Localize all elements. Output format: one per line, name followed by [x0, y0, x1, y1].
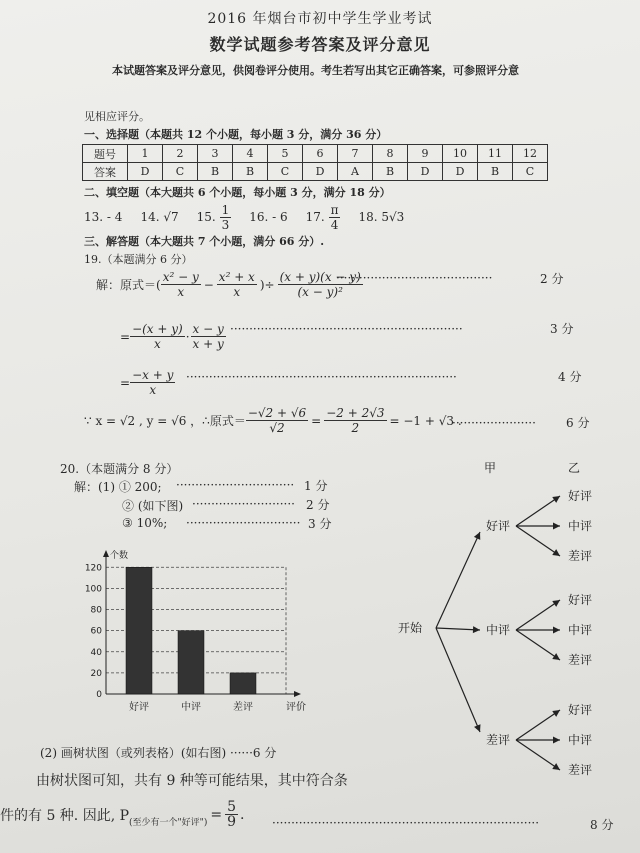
bar-chart — [70, 548, 310, 718]
tree-node-l2: 差评 — [567, 549, 593, 563]
q19-leader-4: ······················ — [452, 416, 536, 430]
table-cell: C — [268, 163, 303, 181]
x-axis-arrow — [294, 691, 301, 697]
tree-start-node: 开始 — [397, 621, 423, 635]
tree-node-l2: 中评 — [567, 733, 593, 747]
blank-14: 14. √7 — [140, 210, 179, 224]
y-tick-label: 120 — [84, 563, 102, 574]
table-cell: 6 — [303, 145, 338, 163]
y-tick-label: 40 — [90, 647, 102, 658]
q19-score-3: 4 分 — [558, 370, 582, 384]
y-tick-label: 80 — [90, 605, 102, 616]
q19-score-2: 3 分 — [550, 322, 574, 336]
blank-17: 17. $\frac{\pi}{4}$ — [305, 202, 339, 232]
q20-part6-sub: (至少有一个"好评") — [129, 818, 208, 828]
tree-branch-l2-head — [553, 523, 560, 530]
tree-node-l2: 差评 — [567, 763, 593, 777]
bar-3 — [230, 673, 256, 694]
q19-leader-3: ······································································· — [186, 370, 457, 384]
table-cell: 11 — [478, 145, 513, 163]
fill-blank-answers — [84, 202, 404, 232]
bar-2 — [178, 631, 204, 694]
q20-leader-6: ······································································ — [272, 816, 540, 830]
note-line-2: 见相应评分。 — [84, 110, 150, 123]
table-cell: D — [128, 163, 163, 181]
table-cell: 10 — [443, 145, 478, 163]
blank-13: 13. - 4 — [84, 210, 123, 224]
tree-branch-l2-head — [552, 496, 560, 503]
table-cell: A — [338, 163, 373, 181]
answer-table-row-numbers — [83, 145, 548, 163]
tree-node-l1: 差评 — [485, 733, 511, 747]
table-cell: 9 — [408, 145, 443, 163]
tree-node-l2: 好评 — [567, 593, 593, 607]
table-cell: C — [513, 163, 548, 181]
q20-leader-1: ······························· — [176, 478, 295, 492]
q20-part6-prefix: 件的有 5 种. 因此, P — [0, 807, 130, 824]
table-cell: B — [233, 163, 268, 181]
blank-15: 15. $\frac{1}{3}$ — [196, 202, 230, 232]
tree-branch-l2 — [516, 710, 560, 740]
row-label-answer: 答案 — [83, 163, 128, 181]
note-line-1: 本试题答案及评分意见，供阅卷评分使用。考生若写出其它正确答案，可参照评分意 — [112, 64, 519, 77]
q20-part4: (2) 画树状图（或列表格）(如右图) ······6 分 — [40, 746, 277, 760]
table-cell: 5 — [268, 145, 303, 163]
q19-step-4: ∵ x = √2 , y = √6 ，∴原式＝ $\frac{-√2 + √6}{√2}$ = $\frac{-2 + 2√3}{2}$ = −1 + √3 . — [84, 406, 462, 435]
tree-diagram — [380, 458, 640, 798]
table-cell: B — [373, 163, 408, 181]
q20-score-1: 1 分 — [304, 479, 328, 493]
tree-node-l1: 中评 — [485, 623, 511, 637]
q20-part1: 解：(1) ① 200; — [74, 480, 162, 494]
tree-node-l2: 差评 — [567, 653, 593, 667]
tree-node-l2: 中评 — [567, 623, 593, 637]
table-cell: 3 — [198, 145, 233, 163]
tree-col-label-jia: 甲 — [483, 461, 497, 475]
q19-step-3: = $\frac{-x + y}{x}$ — [120, 368, 174, 397]
blank-16: 16. - 6 — [249, 210, 288, 224]
q19-leader-1: ········································· — [336, 271, 493, 285]
q20-part5: 由树状图可知，共有 9 种等可能结果，其中符合条 — [36, 773, 348, 789]
q19-result: = −1 + √3 . — [389, 413, 462, 428]
q20-score-3: 3 分 — [308, 517, 332, 531]
q19-title: 19.（本题满分 6 分） — [84, 253, 193, 266]
bar-1 — [126, 567, 152, 694]
tree-branch-l1-head — [473, 626, 480, 633]
tree-node-l2: 中评 — [567, 519, 593, 533]
y-tick-label: 0 — [96, 690, 102, 700]
y-tick-label: 100 — [84, 584, 102, 595]
tree-branch-l2-head — [552, 710, 560, 717]
q19-step-1: 解：原式＝( $\frac{\text{x² − y}}{x}$ − $\frac{\text{x² + x}}{x}$ )÷ $\frac{(x + y)(x - y)}{\text{(x − y)²}}$ — [96, 270, 361, 299]
table-cell: B — [478, 163, 513, 181]
tree-branch-l1 — [436, 628, 480, 732]
table-cell: 8 — [373, 145, 408, 163]
table-cell: D — [443, 163, 478, 181]
table-cell: 7 — [338, 145, 373, 163]
doc-title: 数学试题参考答案及评分意见 — [209, 35, 431, 54]
x-tick-label: 差评 — [233, 702, 253, 713]
q20-score-6: 8 分 — [590, 818, 614, 832]
q20-part3: ③ 10%; — [122, 516, 168, 530]
q19-step-2: = $\frac{-(x + y)}{x}$ · $\frac{x - y}{x + y}$ — [120, 322, 224, 351]
tree-branch-l2 — [516, 630, 560, 660]
table-cell: B — [198, 163, 233, 181]
q20-score-2: 2 分 — [306, 498, 330, 512]
q19-given: ∵ x = √2 , y = √6 ，∴原式＝ — [84, 414, 246, 428]
tree-branch-l1 — [436, 532, 480, 628]
table-cell: D — [303, 163, 338, 181]
y-axis-arrow — [103, 550, 109, 557]
tree-branch-l2-head — [553, 737, 560, 744]
q19-score-4: 6 分 — [566, 416, 590, 430]
table-cell: 12 — [513, 145, 548, 163]
table-cell: 4 — [233, 145, 268, 163]
tree-node-l2: 好评 — [567, 489, 593, 503]
row-label-number: 题号 — [83, 145, 128, 163]
section2-heading: 二、填空题（本大题共 6 个小题，每小题 3 分，满分 18 分） — [84, 186, 391, 199]
table-cell: D — [408, 163, 443, 181]
section3-heading: 三、解答题（本大题共 7 个小题，满分 66 分）. — [84, 235, 325, 248]
table-cell: 2 — [163, 145, 198, 163]
y-axis-label: 个数 — [110, 551, 129, 561]
tree-node-l2: 好评 — [567, 703, 593, 717]
y-tick-label: 60 — [90, 626, 102, 637]
tree-col-label-yi: 乙 — [567, 461, 581, 475]
answer-table — [82, 144, 548, 181]
q20-leader-2: ··························· — [192, 497, 295, 511]
tree-branch-l2-head — [552, 653, 560, 660]
tree-branch-l2-head — [552, 763, 560, 770]
x-tick-label: 好评 — [129, 702, 149, 713]
answer-table-row-answers — [83, 163, 548, 181]
table-cell: 1 — [128, 145, 163, 163]
q20-part6: 件的有 5 种. 因此, P (至少有一个"好评") = $\frac{5}{9}$ . — [0, 799, 245, 830]
table-cell: C — [163, 163, 198, 181]
q19-prefix: 解：原式＝( — [96, 278, 161, 292]
q19-score-1: 2 分 — [540, 272, 564, 286]
x-tick-label: 中评 — [181, 702, 201, 713]
section1-heading: 一、选择题（本题共 12 个小题，每小题 3 分，满分 36 分） — [84, 128, 388, 141]
q20-part2: ② (如下图) — [122, 499, 184, 513]
tree-node-l1: 好评 — [485, 519, 511, 533]
tree-branch-l2-head — [552, 549, 560, 556]
q20-leader-3: ······························ — [186, 516, 301, 530]
tree-branch-l2-head — [553, 627, 560, 634]
x-axis-label: 评价 — [286, 702, 306, 713]
blank-18: 18. 5√3 — [358, 210, 405, 224]
q20-title: 20.（本题满分 8 分） — [60, 462, 179, 476]
tree-branch-l2 — [516, 600, 560, 630]
y-tick-label: 20 — [90, 668, 102, 679]
exam-title: 2016 年烟台市初中学生学业考试 — [207, 11, 433, 27]
tree-branch-l2 — [516, 740, 560, 770]
tree-branch-l2 — [516, 526, 560, 556]
q19-leader-2: ····························································· — [230, 322, 463, 336]
tree-branch-l2 — [516, 496, 560, 526]
tree-branch-l2-head — [552, 600, 560, 607]
